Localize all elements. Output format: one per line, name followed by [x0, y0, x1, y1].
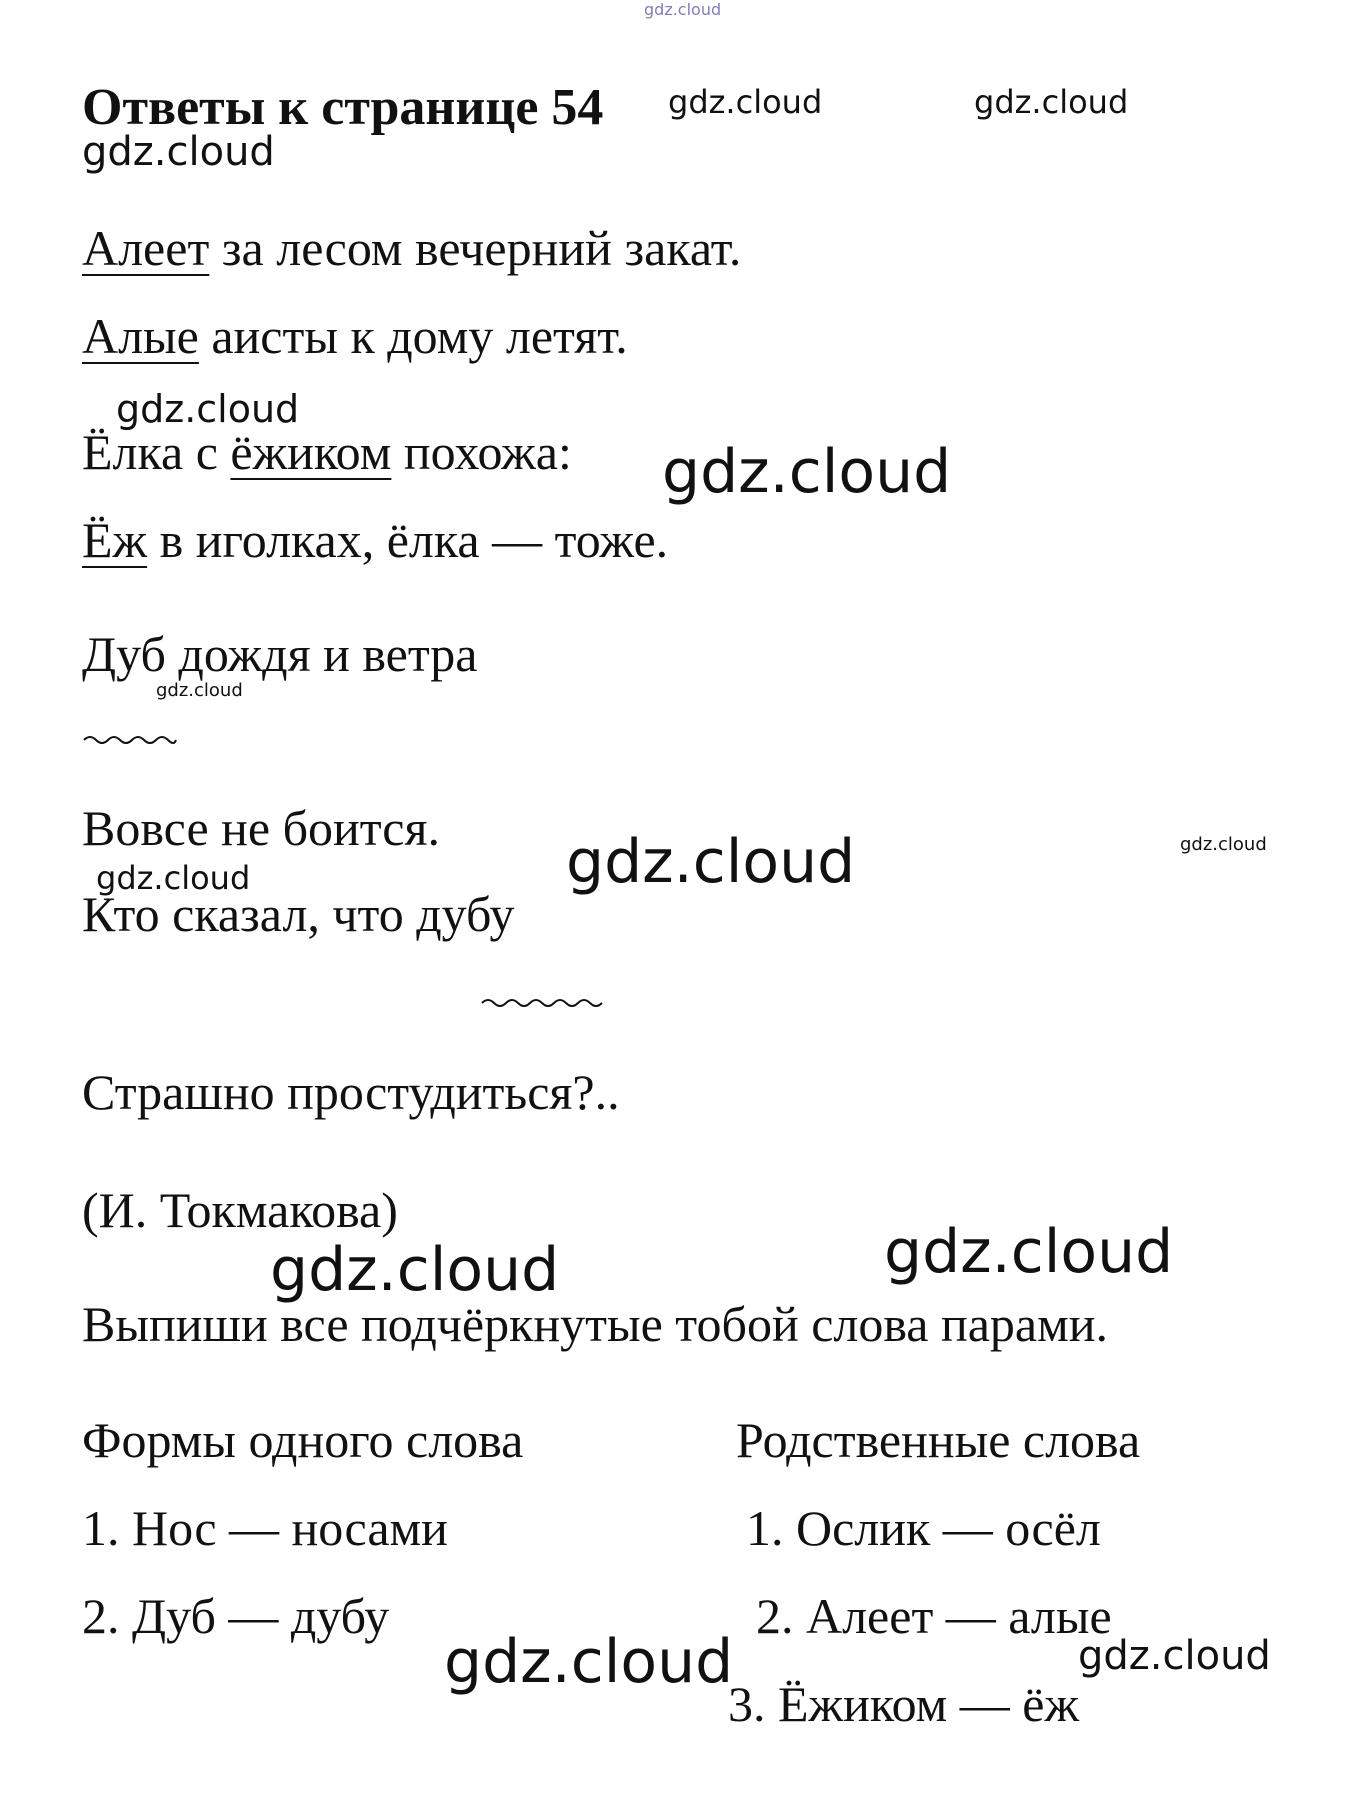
poem3-line1: Дуб дождя и ветра [82, 626, 478, 682]
page-title: Ответы к странице 54 [82, 79, 604, 136]
watermark: gdz.cloud [644, 0, 722, 19]
wavy-underline-mark [480, 995, 604, 1011]
right-pair-3: 3. Ёжиком — ёж [728, 1676, 1080, 1732]
line-text: аисты к дому летят. [198, 308, 628, 364]
task-instruction: Выпиши все подчёркнутые тобой слова парами. [82, 1296, 1109, 1352]
left-pair-2: 2. Дуб — дубу [82, 1588, 390, 1644]
line-text: в иголках, ёлка — тоже. [147, 512, 669, 568]
watermark: gdz.cloud [270, 1235, 560, 1305]
watermark: gdz.cloud [96, 859, 251, 897]
watermark: gdz.cloud [974, 83, 1129, 121]
poem3-line4: Страшно простудиться?.. [82, 1064, 620, 1120]
watermark: gdz.cloud [1078, 1633, 1271, 1679]
watermark: gdz.cloud [566, 827, 856, 897]
poem2-line1 [82, 424, 572, 482]
watermark: gdz.cloud [1180, 834, 1267, 855]
watermark: gdz.cloud [444, 1627, 734, 1697]
poem2-line2 [82, 512, 668, 570]
poem3-line2: Вовсе не боится. [82, 800, 440, 856]
poem-author: (И. Токмакова) [82, 1182, 398, 1238]
underlined-word: Ёж [82, 512, 148, 568]
watermark: gdz.cloud [668, 83, 823, 121]
right-pair-2: 2. Алеет — алые [756, 1588, 1112, 1644]
poem1-line2 [82, 308, 628, 366]
right-pair-1: 1. Ослик — осёл [746, 1500, 1101, 1556]
underlined-word: Алые [82, 308, 199, 364]
poem1-line1 [82, 220, 741, 278]
watermark: gdz.cloud [116, 387, 300, 431]
left-pair-1: 1. Нос — носами [82, 1500, 448, 1556]
line-text: за лесом вечерний закат. [209, 220, 742, 276]
underlined-word: ёжиком [230, 424, 392, 480]
watermark: gdz.cloud [82, 129, 275, 175]
underlined-word: Алеет [82, 220, 210, 276]
watermark: gdz.cloud [662, 437, 952, 507]
line-text: похожа: [391, 424, 572, 480]
watermark: gdz.cloud [884, 1217, 1174, 1287]
wavy-underline-mark [82, 732, 178, 748]
watermark: gdz.cloud [156, 680, 243, 701]
line-text: Ёлка с [82, 424, 231, 480]
left-column-header: Формы одного слова [82, 1412, 524, 1468]
right-column-header: Родственные слова [736, 1412, 1141, 1468]
poem3-line3: Кто сказал, что дубу [82, 886, 515, 942]
